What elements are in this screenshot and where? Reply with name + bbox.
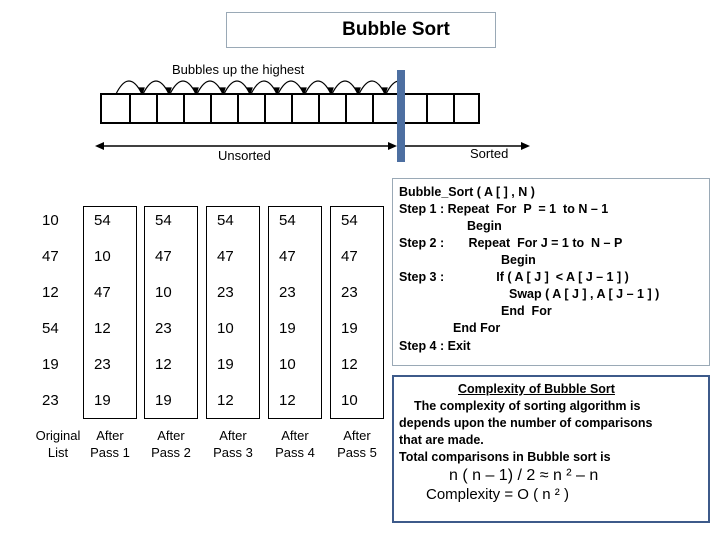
array-cell-divider	[264, 95, 266, 122]
table-cell: 12	[42, 283, 59, 301]
array-cell-divider	[453, 95, 455, 122]
table-cell: 47	[217, 247, 234, 265]
table-cell: 19	[217, 355, 234, 373]
table-cell: 12	[155, 355, 172, 373]
complexity-result: Complexity = O ( n ² )	[426, 486, 569, 503]
column-label-line: Pass 3	[213, 445, 253, 460]
table-cell: 19	[155, 391, 172, 409]
table-cell: 23	[155, 319, 172, 337]
algo-line: End For	[501, 304, 552, 318]
table-cell: 23	[341, 283, 358, 301]
array-cell-divider	[318, 95, 320, 122]
table-cell: 47	[155, 247, 172, 265]
complexity-line: Total comparisons in Bubble sort is	[399, 450, 611, 464]
complexity-line: that are made.	[399, 433, 484, 447]
table-cell: 47	[94, 283, 111, 301]
array-cell-divider	[372, 95, 374, 122]
column-label-line: Original	[35, 428, 81, 443]
table-cell: 54	[42, 319, 59, 337]
table-cell: 12	[279, 391, 296, 409]
algo-line: Begin	[467, 219, 502, 233]
algo-line: Step 2 : Repeat For J = 1 to N – P	[399, 236, 623, 250]
table-cell: 10	[155, 283, 172, 301]
table-cell: 54	[94, 211, 111, 229]
table-cell: 19	[94, 391, 111, 409]
column-label-line: Pass 4	[275, 445, 315, 460]
algo-line: Step 4 : Exit	[399, 339, 471, 353]
column-label-line: After	[281, 428, 309, 443]
subtitle: Bubbles up the highest	[172, 62, 305, 77]
table-cell: 19	[42, 355, 59, 373]
column-label-line: After	[96, 428, 124, 443]
table-cell: 12	[94, 319, 111, 337]
column-label-line: Pass 1	[90, 445, 130, 460]
sorted-label: Sorted	[470, 146, 509, 161]
column-label	[75, 427, 145, 461]
table-cell: 54	[341, 211, 358, 229]
algo-line: Bubble_Sort ( A [ ] , N )	[399, 185, 535, 199]
table-cell: 19	[279, 319, 296, 337]
column-label-line: Pass 5	[337, 445, 377, 460]
column-label-line: After	[343, 428, 371, 443]
column-label-line: List	[47, 445, 69, 460]
algo-line: Swap ( A [ J ] , A [ J – 1 ] )	[509, 287, 660, 301]
algo-line: Step 3 : If ( A [ J ] < A [ J – 1 ] )	[399, 270, 629, 284]
table-cell: 10	[42, 211, 59, 229]
range-arrows	[95, 138, 530, 154]
complexity-line: depends upon the number of comparisons	[399, 416, 653, 430]
array-cell-divider	[237, 95, 239, 122]
complexity-formula: n ( n – 1) / 2 ≈ n ² – n	[449, 467, 599, 484]
table-cell: 12	[217, 391, 234, 409]
table-cell: 54	[155, 211, 172, 229]
table-cell: 54	[217, 211, 234, 229]
column-label	[260, 427, 330, 461]
complexity-box	[392, 375, 710, 523]
array-cell-divider	[156, 95, 158, 122]
table-cell: 47	[279, 247, 296, 265]
table-cell: 47	[42, 247, 59, 265]
column-label	[322, 427, 392, 461]
column-label	[198, 427, 268, 461]
column-label-line: After	[157, 428, 185, 443]
array-cell-divider	[345, 95, 347, 122]
table-cell: 23	[94, 355, 111, 373]
array-cell-divider	[183, 95, 185, 122]
table-cell: 23	[279, 283, 296, 301]
unsorted-label: Unsorted	[218, 148, 271, 163]
algorithm-box	[392, 178, 710, 366]
page-title: Bubble Sort	[342, 19, 450, 40]
array-strip	[100, 93, 480, 124]
table-cell: 12	[341, 355, 358, 373]
table-cell: 54	[279, 211, 296, 229]
table-cell: 10	[279, 355, 296, 373]
algo-line: Step 1 : Repeat For P = 1 to N – 1	[399, 202, 609, 216]
table-cell: 10	[94, 247, 111, 265]
table-cell: 10	[217, 319, 234, 337]
algo-line: Begin	[501, 253, 536, 267]
array-cell-divider	[426, 95, 428, 122]
title-box	[226, 12, 496, 48]
table-cell: 19	[341, 319, 358, 337]
column-label-line: After	[219, 428, 247, 443]
algo-line: End For	[453, 321, 501, 335]
table-cell: 10	[341, 391, 358, 409]
complexity-heading: Complexity of Bubble Sort	[458, 382, 615, 396]
array-cell-divider	[129, 95, 131, 122]
complexity-line: The complexity of sorting algorithm is	[414, 399, 641, 413]
column-label-line: Pass 2	[151, 445, 191, 460]
array-cell-divider	[210, 95, 212, 122]
table-cell: 23	[217, 283, 234, 301]
table-cell: 47	[341, 247, 358, 265]
array-cell-divider	[291, 95, 293, 122]
table-cell: 23	[42, 391, 59, 409]
column-label	[136, 427, 206, 461]
